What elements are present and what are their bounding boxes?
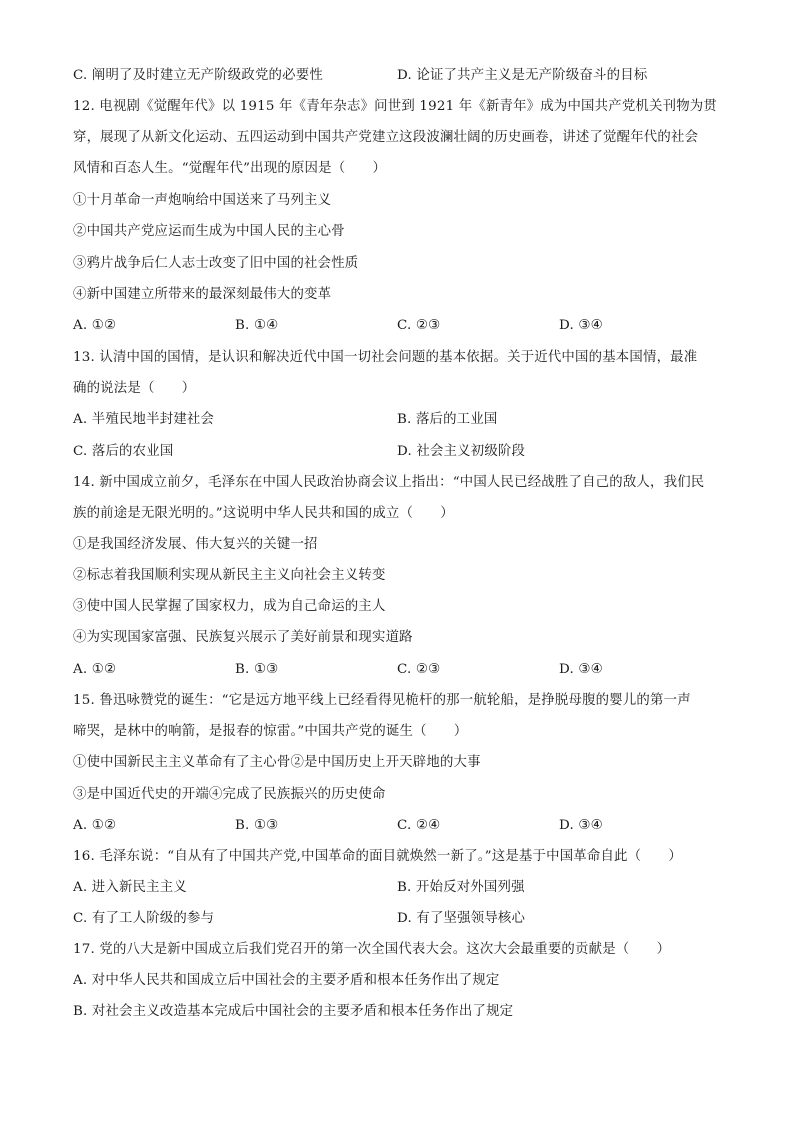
q16-option-c: C. 有了工人阶级的参与 [73,911,215,926]
q14-option-c: C. ②③ [397,662,441,677]
q14-stem-line-2: 族的前途是无限光明的。”这说明中华人民共和国的成立（ ） [73,506,454,521]
q11-option-c: C. 阐明了及时建立无产阶级政党的必要性 [73,68,323,83]
q14-option-a: A. ①② [73,662,117,677]
q15-stem-line-1: 15. 鲁迅咏赞党的诞生：“它是远方地平线上已经看得见桅杆的那一航轮船，是挣脱母腹的婴儿的第一声 [73,693,691,708]
q16-option-a: A. 进入新民主主义 [73,880,187,895]
q15-option-d: D. ③④ [559,818,603,833]
q12-option-c: C. ②③ [397,318,441,333]
q15-statement-2: ③是中国近代史的开端④完成了民族振兴的历史使命 [73,787,386,802]
q14-stem-line-1: 14. 新中国成立前夕，毛泽东在中国人民政治协商会议上指出：“中国人民已经战胜了自己的敌人，我们民 [73,475,705,490]
q14-statement-1: ①是我国经济发展、伟大复兴的关键一招 [73,537,318,552]
q14-statement-4: ④为实现国家富强、民族复兴展示了美好前景和现实道路 [73,630,413,645]
q13-option-a: A. 半殖民地半封建社会 [73,412,215,427]
q15-stem-line-2: 啼哭，是林中的响箭，是报春的惊雷。”中国共产党的诞生（ ） [73,724,468,739]
q13-option-b: B. 落后的工业国 [397,412,498,427]
q12-stem-line-1: 12. 电视剧《觉醒年代》以 1915 年《青年杂志》问世到 1921 年《新青年》成为中国共产党机关刊物为贯 [73,99,717,114]
q12-statement-3: ③鸦片战争后仁人志士改变了旧中国的社会性质 [73,256,359,271]
q14-option-b: B. ①③ [235,662,279,677]
q17-stem-line-1: 17. 党的八大是新中国成立后我们党召开的第一次全国代表大会。这次大会最重要的贡献是（ ） [73,942,671,957]
q17-option-a: A. 对中华人民共和国成立后中国社会的主要矛盾和根本任务作出了规定 [73,973,500,988]
q12-stem-line-2: 穿，展现了从新文化运动、五四运动到中国共产党建立这段波澜壮阔的历史画卷，讲述了觉醒年代的社会 [73,130,699,145]
q12-option-d: D. ③④ [559,318,603,333]
q12-option-b: B. ①④ [235,318,279,333]
q12-option-a: A. ①② [73,318,117,333]
q17-option-b: B. 对社会主义改造基本完成后中国社会的主要矛盾和根本任务作出了规定 [73,1004,514,1019]
q11-option-d: D. 论证了共产主义是无产阶级奋斗的目标 [397,68,648,83]
q15-option-c: C. ②④ [397,818,441,833]
q15-option-a: A. ①② [73,818,117,833]
q13-stem-line-1: 13. 认清中国的国情，是认识和解决近代中国一切社会问题的基本依据。关于近代中国的基本国情，最准 [73,350,698,365]
q14-statement-2: ②标志着我国顺利实现从新民主主义向社会主义转变 [73,568,386,583]
q14-option-d: D. ③④ [559,662,603,677]
q13-option-d: D. 社会主义初级阶段 [397,444,526,459]
q12-statement-4: ④新中国建立所带来的最深刻最伟大的变革 [73,287,332,302]
q15-option-b: B. ①③ [235,818,279,833]
q12-statement-1: ①十月革命一声炮响给中国送来了马列主义 [73,193,332,208]
q16-stem-line-1: 16. 毛泽东说：“自从有了中国共产党,中国革命的面目就焕然一新了。”这是基于中国革命自此（ ） [73,849,683,864]
q14-statement-3: ③使中国人民掌握了国家权力，成为自己命运的主人 [73,599,386,614]
q13-stem-line-2: 确的说法是（ ） [73,381,196,396]
q16-option-d: D. 有了坚强领导核心 [397,911,526,926]
q15-statement-1: ①使中国新民主主义革命有了主心骨②是中国历史上开天辟地的大事 [73,755,481,770]
q16-option-b: B. 开始反对外国列强 [397,880,525,895]
q12-statement-2: ②中国共产党应运而生成为中国人民的主心骨 [73,224,345,239]
q12-stem-line-3: 风情和百态人生。“觉醒年代”出现的原因是（ ） [73,161,387,176]
q13-option-c: C. 落后的农业国 [73,444,174,459]
